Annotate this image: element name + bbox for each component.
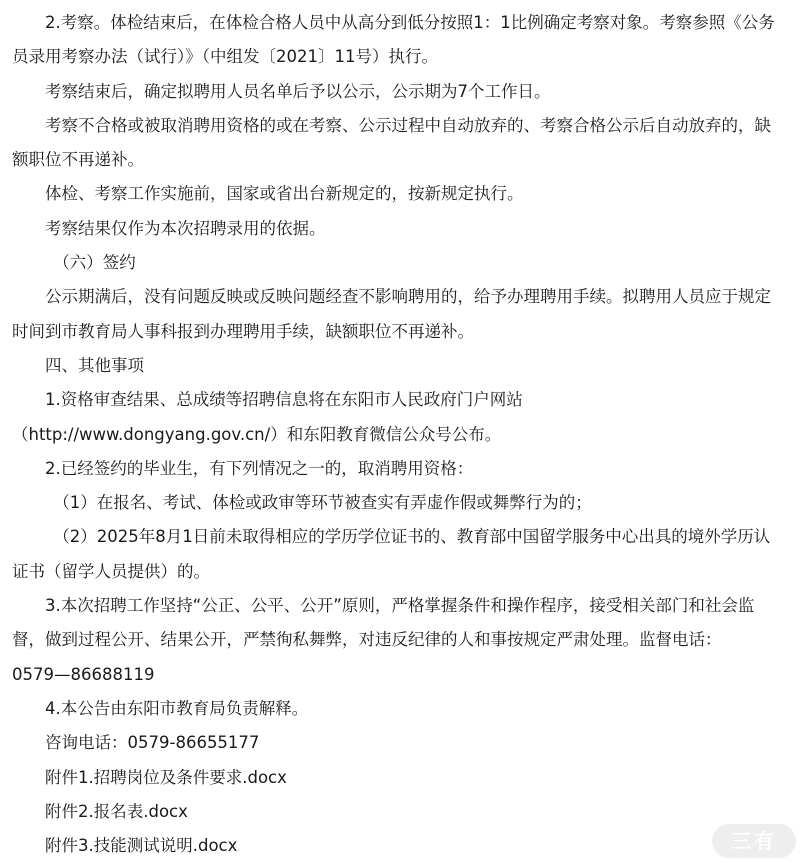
section-heading-other: 四、其他事项 (45, 355, 144, 375)
paragraph-signing: 公示期满后，没有问题反映或反映问题经查不影响聘用的，给予办理聘用手续。拟聘用人员应于规定时间到市教育局人事科报到办理聘用手续，缺额职位不再递补。 (12, 287, 771, 341)
paragraph-new-rules: 体检、考察工作实施前，国家或省出台新规定的，按新规定执行。 (45, 184, 524, 204)
attachment-2-link[interactable] (12, 795, 782, 829)
attachment-3-label[interactable]: 附件3.技能测试说明.docx (45, 836, 238, 856)
attachment-3-link[interactable] (12, 829, 782, 863)
attachment-1-link[interactable] (12, 761, 782, 795)
paragraph-principles: 3.本次招聘工作坚持“公正、公平、公开”原则，严格掌握条件和操作程序，接受相关部门和社会监督，做到过程公开、结果公开，严禁徇私舞弊，对违反纪律的人和事按规定严肃处理。监督电话： (12, 596, 755, 650)
paragraph-website-link: （http://www.dongyang.gov.cn/）和东阳教育微信公众号公布。 (12, 424, 502, 444)
paragraph-basis: 考察结果仅作为本次招聘录用的依据。 (45, 218, 326, 238)
supervision-phone: 0579—86688119 (12, 664, 155, 684)
attachment-2-label[interactable]: 附件2.报名表.docx (45, 801, 188, 821)
paragraph-cancel-conditions: 2.已经签约的毕业生，有下列情况之一的，取消聘用资格： (45, 458, 474, 478)
watermark-logo: 三有 (712, 824, 796, 858)
paragraph-condition-2: （2）2025年8月1日前未取得相应的学历学位证书的、教育部中国留学服务中心出具的境外学历认证书（留学人员提供）的。 (12, 527, 771, 581)
paragraph-no-replacement: 考察不合格或被取消聘用资格的或在考察、公示过程中自动放弃的、考察合格公示后自动放弃的，缺额职位不再递补。 (12, 115, 771, 170)
document-body (12, 0, 782, 863)
paragraph-condition-1: （1）在报名、考试、体检或政审等环节被查实有弄虚作假或舞弊行为的； (53, 493, 592, 513)
paragraph-interpretation: 4.本公告由东阳市教育局负责解释。 (45, 698, 309, 718)
paragraph-publicity: 考察结束后，确定拟聘用人员名单后予以公示，公示期为7个工作日。 (45, 81, 551, 101)
section-heading-signing: （六）签约 (53, 253, 136, 273)
paragraph-inspection: 2.考察。体检结束后，在体检合格人员中从高分到低分按照1：1比例确定考察对象。考察参照《公务员录用考察办法（试行）》（中组发〔2021〕11号）执行。 (12, 13, 775, 67)
consult-phone: 咨询电话：0579-86655177 (45, 733, 260, 753)
attachment-1-label[interactable]: 附件1.招聘岗位及条件要求.docx (45, 767, 287, 787)
paragraph-info-publish: 1.资格审查结果、总成绩等招聘信息将在东阳市人民政府门户网站 (45, 390, 523, 410)
